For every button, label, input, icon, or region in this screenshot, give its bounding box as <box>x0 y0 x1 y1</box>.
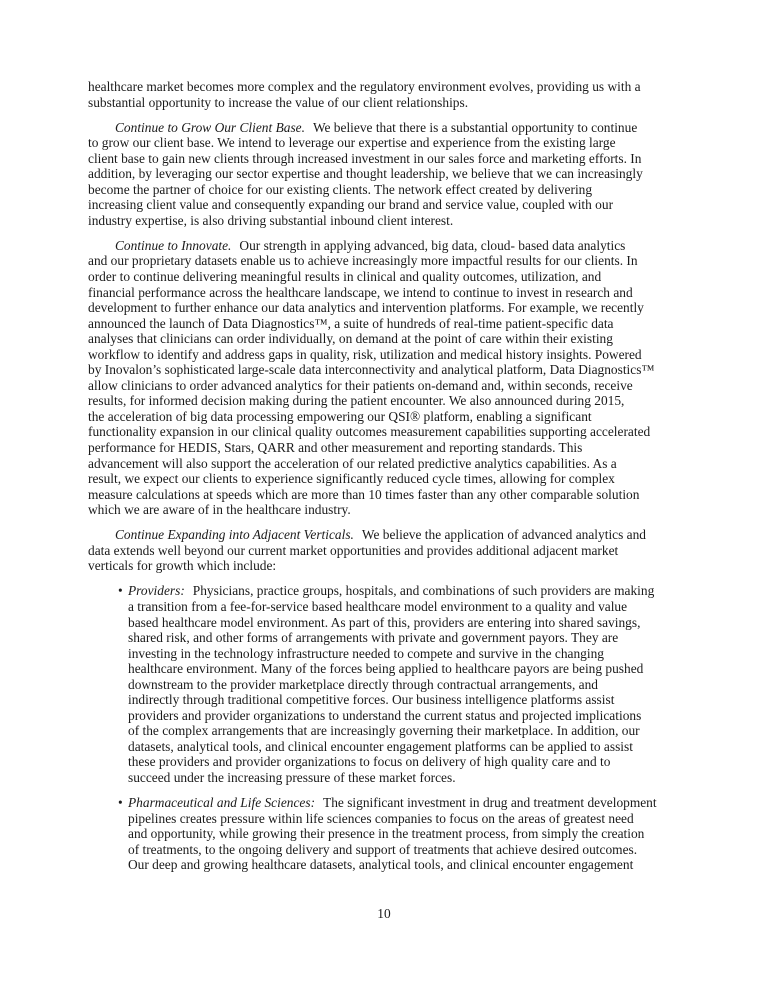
bullet-icon: • <box>118 795 123 811</box>
text-line: a transition from a fee-for-service based healthcare model environment to a quality and value <box>128 598 628 614</box>
line-text: Our strength in applying advanced, big data, cloud- based data analytics <box>239 237 626 253</box>
line-text: The significant investment in drug and treatment development <box>323 795 657 811</box>
text-line: datasets, analytical tools, and clinical encounter engagement platforms can be applied to assist <box>128 738 633 754</box>
text-line: results, for informed decision making during the patient encounter. We also announced during 2015, <box>88 393 625 409</box>
bullet-heading: Pharmaceutical and Life Sciences: <box>128 795 316 811</box>
text-line <box>88 120 688 136</box>
text-line: increasing client value and consequently expanding our brand and service value, coupled with our <box>88 197 614 213</box>
text-line: Our deep and growing healthcare datasets, analytical tools, and clinical encounter engagement <box>128 857 634 873</box>
text-line: development to further enhance our data analytics and intervention platforms. For example, we recently <box>88 300 644 316</box>
text-line: these providers and provider organizations to focus on delivery of high quality care and to <box>128 754 611 770</box>
text-line: allow clinicians to order advanced analytics for their patients on-demand and, within seconds, receive <box>88 377 633 393</box>
text-line: to grow our client base. We intend to leverage our expertise and experience from the existing large <box>88 135 616 151</box>
text-line: healthcare environment. Many of the forces being applied to healthcare payors are being pushed <box>128 661 644 677</box>
text-line <box>128 795 688 811</box>
text-line: become the partner of choice for our existing clients. The network effect created by delivering <box>88 181 593 197</box>
paragraph-heading: Continue to Grow Our Client Base. <box>115 119 305 135</box>
text-line: announced the launch of Data Diagnostics™, a suite of hundreds of real-time patient-specific data <box>88 315 614 331</box>
line-text: Physicians, practice groups, hospitals, and combinations of such providers are making <box>192 583 655 599</box>
text-line: of treatments, to the ongoing delivery and support of treatments that achieve desired outcomes. <box>128 841 638 857</box>
text-line: order to continue delivering meaningful results in clinical and quality outcomes, utilization, and <box>88 269 602 285</box>
text-line: shared risk, and other forms of arrangements with private and government payors. They are <box>128 630 619 646</box>
text-line: investing in the technology infrastructure needed to compete and survive in the changing <box>128 645 604 661</box>
text-line: functionality expansion in our clinical quality outcomes measurement capabilities supporting accelerated <box>88 424 651 440</box>
text-line: addition, by leveraging our sector expertise and thought leadership, we believe that we can increasingly <box>88 166 643 182</box>
text-line: which we are aware of in the healthcare industry. <box>88 502 351 518</box>
text-line: based healthcare model environment. As part of this, providers are entering into shared savings, <box>128 614 641 630</box>
text-line: pipelines creates pressure within life sciences companies to focus on the areas of greatest need <box>128 810 634 826</box>
line-text: We believe that there is a substantial opportunity to continue <box>312 119 638 135</box>
text-line: succeed under the increasing pressure of these market forces. <box>128 769 456 785</box>
line-text: We believe the application of advanced analytics and <box>361 527 646 543</box>
text-line <box>88 238 688 254</box>
text-line: indirectly through traditional competitive forces. Our business intelligence platforms assist <box>128 692 615 708</box>
text-line: downstream to the provider marketplace directly through contractual arrangements, and <box>128 676 598 692</box>
text-line: measure calculations at speeds which are more than 10 times faster than any other comparable solution <box>88 486 640 502</box>
text-line: the acceleration of big data processing empowering our QSI® platform, enabling a significant <box>88 408 592 424</box>
text-line <box>128 583 688 599</box>
text-line: advancement will also support the acceleration of our related predictive analytics capabilities. As a <box>88 455 617 471</box>
text-line: and opportunity, while growing their presence in the treatment process, from simply the creation <box>128 826 645 842</box>
text-line: financial performance across the healthcare landscape, we intend to continue to invest in research and <box>88 284 633 300</box>
text-line: analyses that clinicians can order individually, on demand at the point of care within their existing <box>88 331 613 347</box>
paragraph <box>88 238 688 518</box>
text-line: client base to gain new clients through increased investment in our sales force and marketing efforts. In <box>88 150 642 166</box>
intro-paragraph <box>88 79 688 110</box>
text-line: providers and provider organizations to understand the current status and projected implications <box>128 707 642 723</box>
paragraph <box>88 527 688 574</box>
text-line: performance for HEDIS, Stars, QARR and other measurement and reporting standards. This <box>88 440 583 456</box>
text-line <box>88 527 688 543</box>
text-line: industry expertise, is also driving substantial inbound client interest. <box>88 212 454 228</box>
bullet-icon: • <box>118 583 123 599</box>
text-line: of the complex arrangements that are increasingly governing their marketplace. In addition, our <box>128 723 640 739</box>
text-line: data extends well beyond our current market opportunities and provides additional adjacent market <box>88 542 619 558</box>
bullet-heading: Providers: <box>128 583 185 599</box>
bullet-item <box>88 795 688 873</box>
text-line: workflow to identify and address gaps in quality, risk, utilization and medical history insights. Powered <box>88 346 642 362</box>
text-line: by Inovalon’s sophisticated large-scale data interconnectivity and analytical platform, Data Diagnostics™ <box>88 362 655 378</box>
text-line: and our proprietary datasets enable us to achieve increasingly more impactful results for our clients. In <box>88 253 638 269</box>
bullet-item <box>88 583 688 785</box>
paragraph <box>88 120 688 229</box>
text-line: substantial opportunity to increase the value of our client relationships. <box>88 94 469 110</box>
text-line: verticals for growth which include: <box>88 558 277 574</box>
paragraph-heading: Continue to Innovate. <box>115 237 232 253</box>
text-line: healthcare market becomes more complex and the regulatory environment evolves, providing us with a <box>88 79 641 94</box>
document-body <box>88 79 688 882</box>
text-line: result, we expect our clients to experience significantly reduced cycle times, allowing for complex <box>88 471 615 487</box>
paragraph-heading: Continue Expanding into Adjacent Verticals. <box>115 527 354 543</box>
page-number: 10 <box>377 906 391 921</box>
